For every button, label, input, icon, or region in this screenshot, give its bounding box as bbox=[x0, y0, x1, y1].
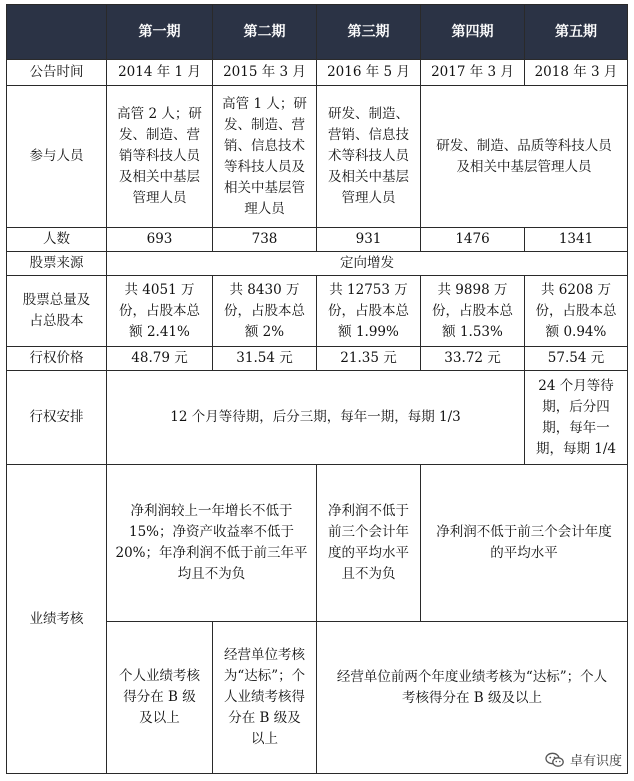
price-5: 57.54 元 bbox=[524, 346, 628, 371]
header-period-4: 第四期 bbox=[420, 4, 525, 60]
company-target-1-2: 净利润较上一年增长不低于 15%；净资产收益率不低于 20%；年净利润不低于前三年平均且不为负 bbox=[106, 464, 317, 622]
count-4: 1476 bbox=[420, 227, 525, 252]
label-performance: 业绩考核 bbox=[6, 464, 107, 774]
stock-option-table bbox=[6, 4, 628, 774]
wechat-icon bbox=[545, 752, 565, 768]
source-value: 定向增发 bbox=[106, 251, 628, 276]
header-period-3: 第三期 bbox=[316, 4, 421, 60]
schedule-1-4: 12 个月等待期，后分三期，每年一期，每期 1/3 bbox=[106, 370, 525, 465]
announce-2: 2015 年 3 月 bbox=[212, 59, 317, 86]
watermark-text: 卓有识度 bbox=[569, 754, 622, 769]
price-2: 31.54 元 bbox=[212, 346, 317, 371]
announce-3: 2016 年 5 月 bbox=[316, 59, 421, 86]
header-period-1: 第一期 bbox=[106, 4, 213, 60]
participants-1: 高管 2 人；研发、制造、营销等科技人员及相关中基层管理人员 bbox=[106, 85, 213, 228]
watermark bbox=[545, 750, 622, 769]
announce-1: 2014 年 1 月 bbox=[106, 59, 213, 86]
announce-5: 2018 年 3 月 bbox=[524, 59, 628, 86]
label-source: 股票来源 bbox=[6, 251, 107, 276]
personal-target-2: 经营单位考核为“达标”；个人业绩考核得分在 B 级及以上 bbox=[212, 621, 317, 774]
label-count: 人数 bbox=[6, 227, 107, 252]
shares-1: 共 4051 万份，占股本总额 2.41% bbox=[106, 275, 213, 347]
schedule-5: 24 个月等待期，后分四期，每年一期，每期 1/4 bbox=[524, 370, 628, 465]
personal-target-1: 个人业绩考核得分在 B 级及以上 bbox=[106, 621, 213, 774]
label-shares: 股票总量及占总股本 bbox=[6, 275, 107, 347]
count-3: 931 bbox=[316, 227, 421, 252]
price-1: 48.79 元 bbox=[106, 346, 213, 371]
shares-4: 共 9898 万份，占股本总额 1.53% bbox=[420, 275, 525, 347]
participants-2: 高管 1 人；研发、制造、营销、信息技术等科技人员及相关中基层管理人员 bbox=[212, 85, 317, 228]
company-target-3: 净利润不低于前三个会计年度的平均水平且不为负 bbox=[316, 464, 421, 622]
participants-4-5: 研发、制造、品质等科技人员及相关中基层管理人员 bbox=[420, 85, 628, 228]
price-4: 33.72 元 bbox=[420, 346, 525, 371]
label-schedule: 行权安排 bbox=[6, 370, 107, 465]
company-target-4-5: 净利润不低于前三个会计年度的平均水平 bbox=[420, 464, 628, 622]
participants-3: 研发、制造、营销、信息技术等科技人员及相关中基层管理人员 bbox=[316, 85, 421, 228]
count-5: 1341 bbox=[524, 227, 628, 252]
label-announce: 公告时间 bbox=[6, 59, 107, 86]
count-1: 693 bbox=[106, 227, 213, 252]
shares-5: 共 6208 万份，占股本总额 0.94% bbox=[524, 275, 628, 347]
header-period-2: 第二期 bbox=[212, 4, 317, 60]
label-participants: 参与人员 bbox=[6, 85, 107, 228]
shares-2: 共 8430 万份，占股本总额 2% bbox=[212, 275, 317, 347]
header-period-5: 第五期 bbox=[524, 4, 628, 60]
label-price: 行权价格 bbox=[6, 346, 107, 371]
header-corner bbox=[6, 4, 107, 60]
price-3: 21.35 元 bbox=[316, 346, 421, 371]
count-2: 738 bbox=[212, 227, 317, 252]
personal-target-3-5: 经营单位前两个年度业绩考核为“达标”；个人考核得分在 B 级及以上 bbox=[316, 621, 628, 774]
announce-4: 2017 年 3 月 bbox=[420, 59, 525, 86]
shares-3: 共 12753 万份，占股本总额 1.99% bbox=[316, 275, 421, 347]
